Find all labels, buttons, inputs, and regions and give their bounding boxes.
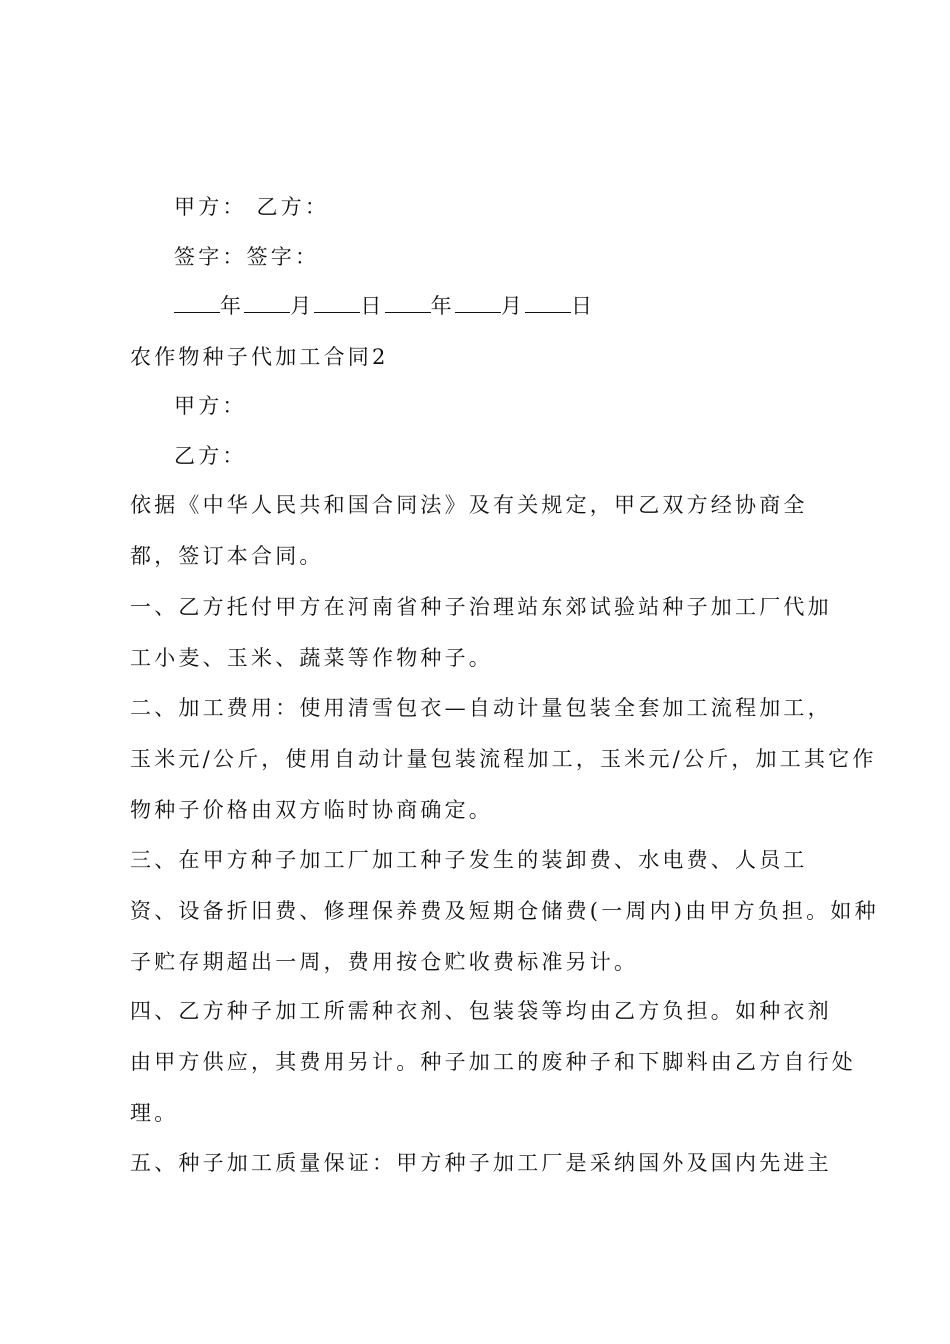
date-unit: 日	[360, 294, 385, 318]
date-unit: 月	[500, 294, 526, 318]
paragraph-line: 子贮存期超出一周，费用按仓贮收费标准另计。	[130, 950, 639, 974]
date-unit: 年	[220, 294, 245, 318]
paragraph-clause-1	[130, 592, 830, 694]
paragraph-line: 资、设备折旧费、修理保养费及短期仓储费(一周内)由甲方负担。如种	[130, 899, 879, 923]
paragraph-line: 五、种子加工质量保证：甲方种子加工厂是采纳国外及国内先进主	[130, 1151, 832, 1175]
date-blank	[525, 292, 571, 313]
date-unit: 月	[290, 294, 315, 318]
paragraph-line: 依据《中华人民共和国合同法》及有关规定，甲乙双方经协商全	[130, 493, 808, 517]
paragraph-preamble	[130, 490, 830, 592]
paragraph-clause-4	[130, 996, 856, 1149]
party-a-label: 甲方：	[174, 394, 247, 418]
date-blank	[314, 292, 360, 313]
date-blank	[385, 292, 431, 313]
paragraph-line: 玉米元/公斤，使用自动计量包装流程加工，玉米元/公斤，加工其它作	[130, 747, 877, 771]
date-blank	[174, 292, 220, 313]
paragraph-line: 三、在甲方种子加工厂加工种子发生的装卸费、水电费、人员工	[130, 848, 808, 872]
contract-title: 农作物种子代加工合同2	[130, 345, 389, 369]
paragraph-clause-5	[130, 1148, 830, 1199]
paragraph-line: 都，签订本合同。	[130, 544, 324, 568]
date-blank	[455, 292, 501, 313]
signature-party-line: 甲方： 乙方：	[174, 195, 330, 219]
paragraph-line: 由甲方供应，其费用另计。种子加工的废种子和下脚料由乙方自行处	[130, 1050, 856, 1074]
party-b-label: 乙方：	[174, 444, 247, 468]
paragraph-line: 一、乙方托付甲方在河南省种子治理站东郊试验站种子加工厂代加	[130, 595, 832, 619]
paragraph-line: 二、加工费用：使用清雪包衣—自动计量包装全套加工流程加工，	[130, 696, 832, 720]
paragraph-line: 工小麦、玉米、蔬菜等作物种子。	[130, 646, 493, 670]
paragraph-line: 理。	[130, 1101, 179, 1125]
signature-date-line	[174, 291, 595, 321]
paragraph-line: 四、乙方种子加工所需种衣剂、包装袋等均由乙方负担。如种衣剂	[130, 999, 832, 1023]
paragraph-line: 物种子价格由双方临时协商确定。	[130, 798, 493, 822]
signature-sign-line: 签字：签字：	[174, 245, 320, 269]
date-unit: 年	[430, 294, 455, 318]
date-unit: 日	[571, 294, 596, 318]
paragraph-clause-2	[130, 693, 877, 846]
paragraph-clause-3	[130, 845, 879, 998]
date-blank	[244, 292, 290, 313]
